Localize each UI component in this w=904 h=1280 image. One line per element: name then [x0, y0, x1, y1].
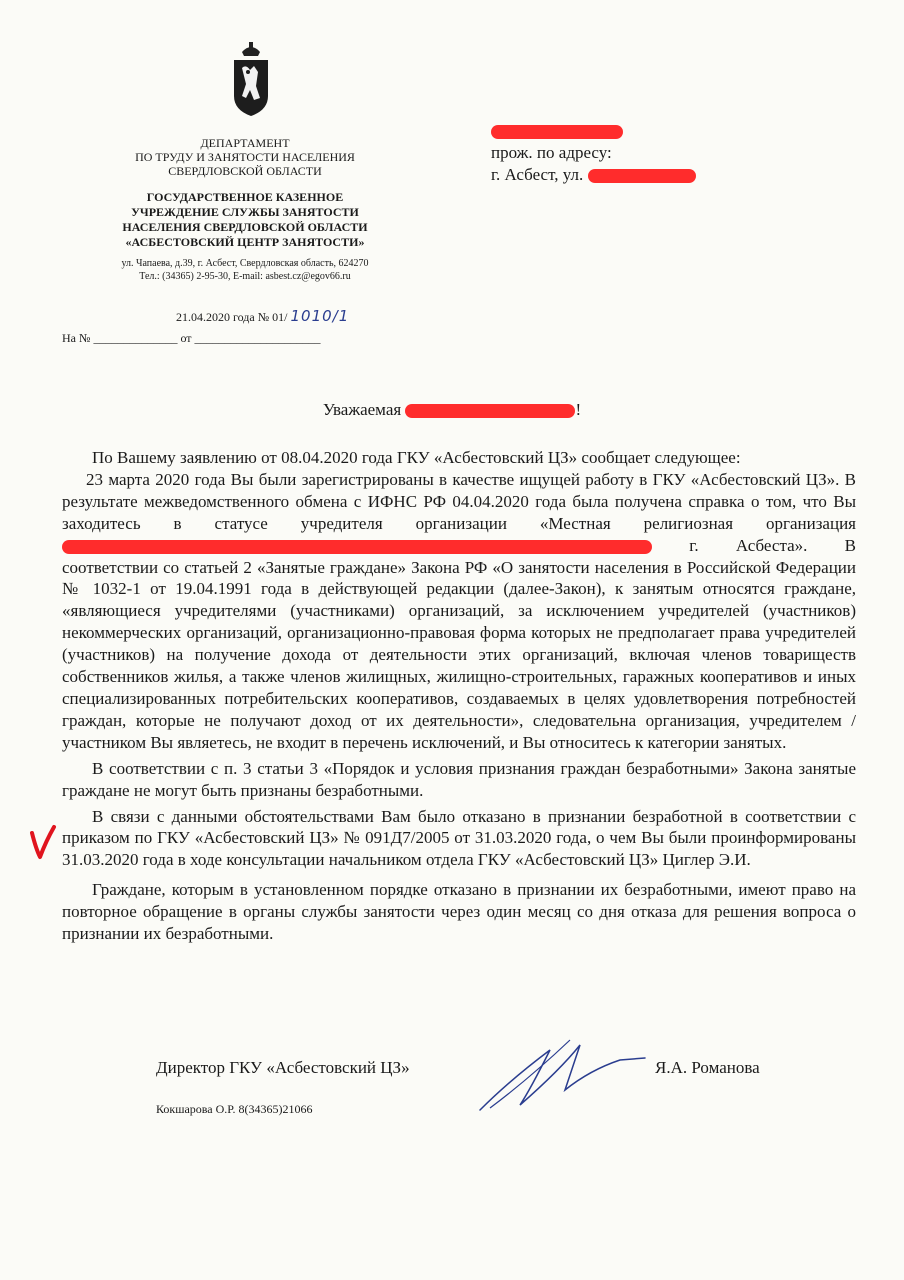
letter-body: [62, 447, 856, 945]
contact-info: Тел.: (34365) 2-95-30, E-mail: asbest.cz@egov66.ru: [139, 271, 351, 282]
address-block: [70, 257, 420, 283]
checkmark-icon: [28, 823, 58, 863]
paragraph-3: В соответствии с п. 3 статьи 3 «Порядок и условия признания граждан безработными» Закона занятые граждане не могут быть признаны безработными.: [62, 758, 856, 800]
signatory-name: Я.А. Романова: [655, 1058, 760, 1077]
signature-icon: [470, 1020, 650, 1120]
institution-line: УЧРЕЖДЕНИЕ СЛУЖБЫ ЗАНЯТОСТИ: [131, 205, 359, 219]
redaction-mark: [62, 540, 652, 554]
paragraph-2-part-b: г. Асбеста». В соответствии со статьей 2 «Занятые граждане» Закона РФ «О занятости населения в Российской Федерации № 1032-1 от 19.04.1991 года в действующей редакции (далее-Закон), к занятым относятся граждане, «являющиеся учредителями (участниками) организаций, за исключением учредителей (участников) некоммерческих организаций, организационно-правовая форма которых не предполагает права учредителей (участников) на получение дохода от деятельности этих организаций, включая членов товариществ собственников жилья, а также членов жилищных, жилищно-строительных, гаражных кооперативов и иных специализированных потребительских кооперативов, создаваемых в целях удовлетворения потребностей граждан, которые не получают доход от их деятельности», следовательна организация, учредителем /участником Вы являетесь, не входит в перечень исключений, и Вы относитесь к категории занятых.: [62, 535, 857, 752]
postal-address: ул. Чапаева, д.39, г. Асбест, Свердловская область, 624270: [121, 258, 369, 269]
recipient-address-label: прож. по адресу:: [491, 143, 612, 162]
department-line: ПО ТРУДУ И ЗАНЯТОСТИ НАСЕЛЕНИЯ: [135, 150, 355, 164]
street-prefix: г. Асбест, ул.: [491, 165, 584, 184]
reference-line: На № ______________ от _____________________: [62, 331, 321, 345]
paragraph-5: Граждане, которым в установленном порядке отказано в признании их безработными, имеют право на повторное обращение в органы службы занятости через один месяц со дня отказа для решения вопроса о признании их безработными.: [62, 880, 856, 944]
department-line: СВЕРДЛОВСКОЙ ОБЛАСТИ: [168, 164, 322, 178]
paragraph-2-part-a: 23 марта 2020 года Вы были зарегистрированы в качестве ищущей работу в ГКУ «Асбестовский ЦЗ». В результате межведомственного обмена с ИФНС РФ 04.04.2020 года была получена справка о том, что Вы заходитесь в статусе учредителя организации «Местная религиозная организация: [62, 469, 856, 533]
recipient-name: [491, 120, 696, 142]
institution-line: НАСЕЛЕНИЯ СВЕРДЛОВСКОЙ ОБЛАСТИ: [122, 220, 368, 234]
institution-block: [70, 190, 420, 250]
date-number-text: 21.04.2020 года № 01/: [176, 310, 288, 324]
redaction-mark: [588, 169, 696, 183]
institution-line: ГОСУДАРСТВЕННОЕ КАЗЕННОЕ: [146, 190, 344, 204]
paragraph-4: В связи с данными обстоятельствами Вам было отказано в признании безработной в соответствии с приказом по ГКУ «Асбестовский ЦЗ» № 091Д7/2005 от 31.03.2020 года, о чем Вы были проинформированы 31.03.2020 года в ходе консультации начальником отдела ГКУ «Асбестовский ЦЗ» Циглер Э.И.: [62, 806, 856, 870]
recipient-block: [491, 120, 696, 186]
paragraph-1: По Вашему заявлению от 08.04.2020 года ГКУ «Асбестовский ЦЗ» сообщает следующее:: [92, 448, 741, 467]
greeting: [0, 400, 904, 420]
signatory-position: Директор ГКУ «Асбестовский ЦЗ»: [156, 1058, 410, 1077]
paragraph-2: [62, 469, 856, 754]
executor-contact: Кокшарова О.Р. 8(34365)21066: [156, 1102, 313, 1116]
coat-of-arms-emblem: [228, 40, 274, 118]
greeting-start: Уважаемая: [322, 400, 402, 419]
department-block: [100, 136, 390, 178]
handwritten-number: 1010/1: [290, 307, 350, 325]
redaction-mark: [491, 125, 623, 139]
greeting-end: !: [575, 400, 582, 419]
department-line: ДЕПАРТАМЕНТ: [200, 136, 290, 150]
document-date-number: [176, 307, 349, 325]
institution-line: «АСБЕСТОВСКИЙ ЦЕНТР ЗАНЯТОСТИ»: [125, 235, 365, 249]
redaction-mark: [405, 404, 575, 418]
recipient-street: [491, 164, 696, 186]
